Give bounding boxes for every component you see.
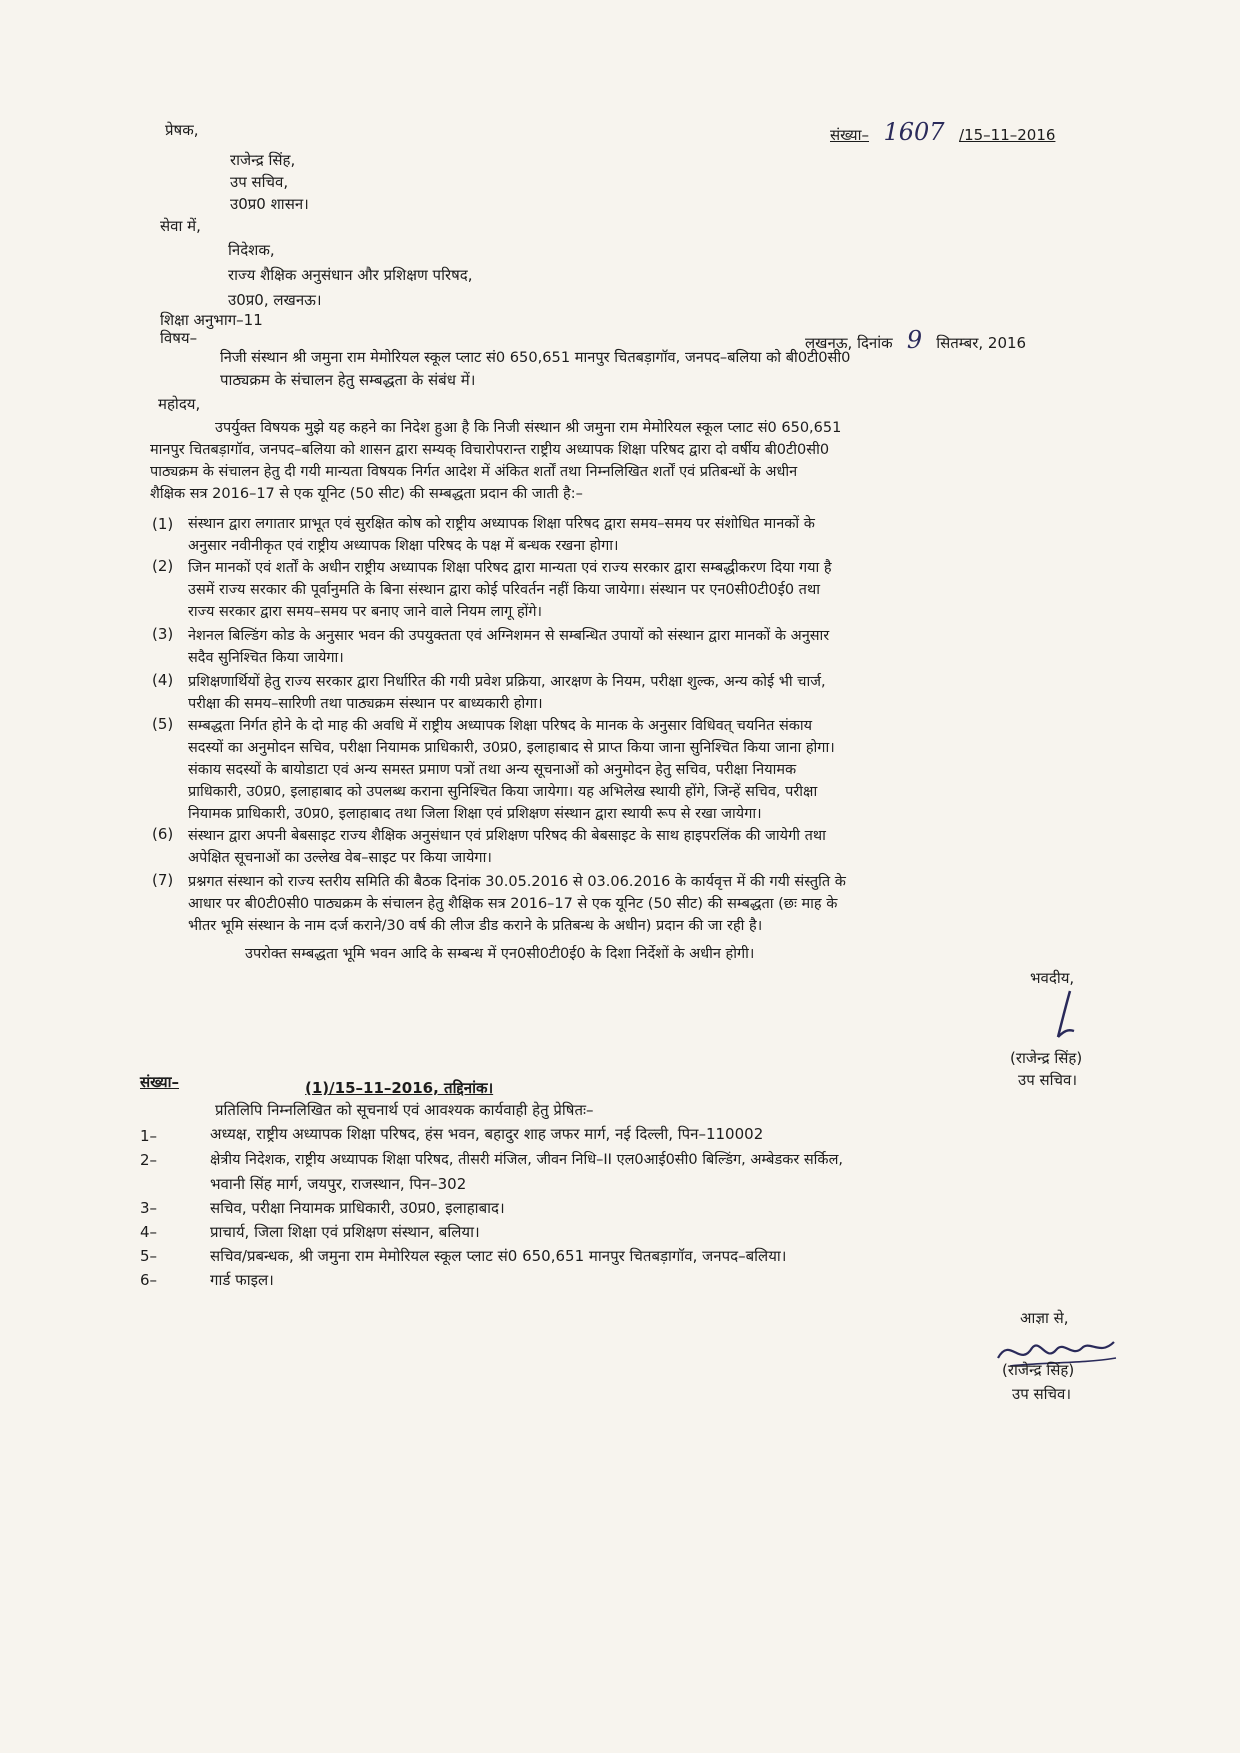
copy-line: प्रतिलिपि निम्नलिखित को सूचनार्थ एवं आवश्यक कार्यवाही हेतु प्रेषितः–: [215, 1101, 594, 1119]
salutation: महोदय,: [158, 395, 201, 413]
sender-designation: उप सचिव,: [230, 173, 289, 191]
condition-number: (4): [152, 671, 174, 689]
recipient-line: सचिव, परीक्षा नियामक प्राधिकारी, उ0प्र0, इलाहाबाद।: [210, 1199, 505, 1217]
condition-line: सम्बद्धता निर्गत होने के दो माह की अवधि में राष्ट्रीय अध्यापक शिक्षा परिषद के मानक के अनुसार विधिवत् चयनित संकाय: [188, 718, 813, 734]
number-prefix: संख्या–: [830, 126, 870, 144]
recipient-number: 1–: [140, 1127, 158, 1145]
closing-line: उपरोक्त सम्बद्धता भूमि भवन आदि के सम्बन्ध में एन0सी0टी0ई0 के दिशा निर्देशों के अधीन होगी।: [245, 946, 755, 962]
recipient-line: भवानी सिंह मार्ग, जयपुर, राजस्थान, पिन–302: [210, 1175, 467, 1193]
recipient-number: 3–: [140, 1199, 158, 1217]
signatory-designation: उप सचिव।: [1018, 1071, 1078, 1089]
condition-line: संस्थान द्वारा अपनी बेबसाइट राज्य शैक्षिक अनुसंधान एवं प्रशिक्षण परिषद की बेबसाइट के साथ हाइपरलिंक की जायेगी तथा: [188, 828, 826, 844]
valediction: भवदीय,: [1030, 969, 1075, 987]
condition-number: (1): [152, 515, 174, 533]
condition-number: (2): [152, 557, 174, 575]
condition-line: प्रश्नगत संस्थान को राज्य स्तरीय समिति की बैठक दिनांक 30.05.2016 से 03.06.2016 के कार्यवृत्त में की गयी संस्तुति के: [188, 874, 846, 890]
recipient-number: 6–: [140, 1271, 158, 1289]
endorsement-number-label: संख्या–: [140, 1073, 180, 1091]
condition-line: राज्य सरकार द्वारा समय–समय पर बनाए जाने वाले नियम लागू होंगे।: [188, 604, 543, 620]
sender-office: उ0प्र0 शासन।: [230, 195, 309, 213]
condition-number: (5): [152, 715, 174, 733]
condition-number: (7): [152, 871, 174, 889]
recipient-line: क्षेत्रीय निदेशक, राष्ट्रीय अध्यापक शिक्षा परिषद, तीसरी मंजिल, जीवन निधि–II एल0आई0सी0 बिल्डिंग, अम्बेडकर सर्किल,: [210, 1152, 844, 1168]
endorsement-signatory-name: (राजेन्द्र सिंह): [1002, 1361, 1075, 1379]
condition-line: संकाय सदस्यों के बायोडाटा एवं अन्य समस्त प्रमाण पत्रों तथा अन्य सूचनाओं को अनुमोदन हेतु सचिव, परीक्षा नियामक: [188, 762, 797, 778]
condition-line: अपेक्षित सूचनाओं का उल्लेख वेब–साइट पर किया जायेगा।: [188, 850, 492, 866]
number-handwritten: 1607: [883, 118, 945, 146]
recipient-number: 5–: [140, 1247, 158, 1265]
sender-label: प्रेषक,: [165, 121, 199, 139]
subject-line-2: पाठ्यक्रम के संचालन हेतु सम्बद्धता के संबंध में।: [220, 371, 476, 389]
condition-number: (3): [152, 625, 174, 643]
to-label: सेवा में,: [160, 217, 201, 235]
recipient-title: निदेशक,: [228, 241, 275, 259]
order-label: आज्ञा से,: [1020, 1309, 1069, 1327]
sender-name: राजेन्द्र सिंह,: [230, 151, 296, 169]
condition-line: सदस्यों का अनुमोदन सचिव, परीक्षा नियामक प्राधिकारी, उ0प्र0, इलाहाबाद से प्राप्त किया जाना सुनिश्चित किया जाना होगा।: [188, 740, 835, 756]
subject-label: विषय–: [160, 329, 198, 347]
handwritten-signature: [1040, 985, 1100, 1045]
condition-line: संस्थान द्वारा लगातार प्राभूत एवं सुरक्षित कोष को राष्ट्रीय अध्यापक शिक्षा परिषद द्वारा समय–समय पर संशोधित मानकों के: [188, 516, 815, 532]
recipient-number: 4–: [140, 1223, 158, 1241]
recipient-line: सचिव/प्रबन्धक, श्री जमुना राम मेमोरियल स्कूल प्लाट सं0 650,651 मानपुर चितबड़ागॉव, जनपद–बलिया।: [210, 1247, 787, 1265]
condition-line: नेशनल बिल्डिंग कोड के अनुसार भवन की उपयुक्तता एवं अग्निशमन से सम्बन्धित उपायों को संस्थान द्वारा मानकों के अनुसार: [188, 628, 830, 644]
condition-line: जिन मानकों एवं शर्तों के अधीन राष्ट्रीय अध्यापक शिक्षा परिषद द्वारा मान्यता एवं राज्य सरकार द्वारा सम्बद्धीकरण दिया गया है: [188, 560, 832, 576]
recipient-line: अध्यक्ष, राष्ट्रीय अध्यापक शिक्षा परिषद, हंस भवन, बहादुर शाह जफर मार्ग, नई दिल्ली, पिन–110002: [210, 1125, 764, 1143]
signatory-name: (राजेन्द्र सिंह): [1010, 1049, 1083, 1067]
place-date-prefix: लखनऊ, दिनांक: [805, 334, 893, 352]
condition-line: भीतर भूमि संस्थान के नाम दर्ज कराने/30 वर्ष की लीज डीड कराने के प्रतिबन्ध के अधीन) प्रदान की जा रही है।: [188, 918, 763, 934]
condition-line: आधार पर बी0टी0सी0 पाठ्यक्रम के संचालन हेतु शैक्षिक सत्र 2016–17 से एक यूनिट (50 सीट) की सम्बद्धता (छः माह के: [188, 896, 838, 912]
condition-line: नियामक प्राधिकारी, उ0प्र0, इलाहाबाद तथा जिला शिक्षा एवं प्रशिक्षण संस्थान द्वारा स्थायी रूप से रखा जायेगा।: [188, 806, 762, 822]
recipient-org: राज्य शैक्षिक अनुसंधान और प्रशिक्षण परिषद,: [228, 266, 473, 284]
number-suffix: /15–11–2016: [959, 126, 1056, 144]
intro-line: शैक्षिक सत्र 2016–17 से एक यूनिट (50 सीट) की सम्बद्धता प्रदान की जाती है:–: [150, 486, 583, 502]
endorsement-number-value: (1)/15–11–2016, तद्दिनांक।: [305, 1079, 494, 1097]
intro-line: मानपुर चितबड़ागॉव, जनपद–बलिया को शासन द्वारा सम्यक् विचारोपरान्त राष्ट्रीय अध्यापक शिक्षा परिषद द्वारा दो वर्षीय बी0टी0सी0: [150, 442, 830, 458]
condition-line: अनुसार नवीनीकृत एवं राष्ट्रीय अध्यापक शिक्षा परिषद के पक्ष में बन्धक रखना होगा।: [188, 538, 619, 554]
condition-line: प्राधिकारी, उ0प्र0, इलाहाबाद को उपलब्ध कराना सुनिश्चित किया जायेगा। यह अभिलेख स्थायी होंगे, जिन्हें सचिव, परीक्षा: [188, 784, 818, 800]
condition-line: प्रशिक्षणार्थियों हेतु राज्य सरकार द्वारा निर्धारित की गयी प्रवेश प्रक्रिया, आरक्षण के नियम, परीक्षा शुल्क, अन्य कोई भी चार्ज,: [188, 674, 826, 690]
date-rest: सितम्बर, 2016: [936, 334, 1027, 352]
endorsement-signatory-designation: उप सचिव।: [1012, 1385, 1072, 1403]
intro-line: उपर्युक्त विषयक मुझे यह कहने का निदेश हुआ है कि निजी संस्थान श्री जमुना राम मेमोरियल स्कूल प्लाट सं0 650,651: [215, 420, 842, 436]
subject-line-1: निजी संस्थान श्री जमुना राम मेमोरियल स्कूल प्लाट सं0 650,651 मानपुर चितबड़ागॉव, जनपद–बलिया को बी0टी0सी0: [220, 349, 851, 366]
condition-line: उसमें राज्य सरकार की पूर्वानुमति के बिना संस्थान द्वारा कोई परिवर्तन नहीं किया जायेगा। संस्थान पर एन0सी0टी0ई0 तथा: [188, 582, 820, 598]
condition-line: परीक्षा की समय–सारिणी तथा पाठ्यक्रम संस्थान पर बाध्यकारी होगा।: [188, 696, 543, 712]
condition-number: (6): [152, 825, 174, 843]
intro-line: पाठ्यक्रम के संचालन हेतु दी गयी मान्यता विषयक निर्गत आदेश में अंकित शर्तों तथा निम्नलिखित शर्तों एवं प्रतिबन्धों के अधीन: [150, 464, 798, 480]
recipient-number: 2–: [140, 1151, 158, 1169]
condition-line: सदैव सुनिश्चित किया जायेगा।: [188, 650, 344, 666]
recipient-line: गार्ड फाइल।: [210, 1271, 274, 1289]
date-day-handwritten: 9: [906, 326, 923, 354]
section-label: शिक्षा अनुभाग–11: [160, 311, 263, 329]
recipient-place: उ0प्र0, लखनऊ।: [228, 291, 322, 309]
letter-number: [830, 118, 1056, 146]
recipient-line: प्राचार्य, जिला शिक्षा एवं प्रशिक्षण संस्थान, बलिया।: [210, 1223, 480, 1241]
